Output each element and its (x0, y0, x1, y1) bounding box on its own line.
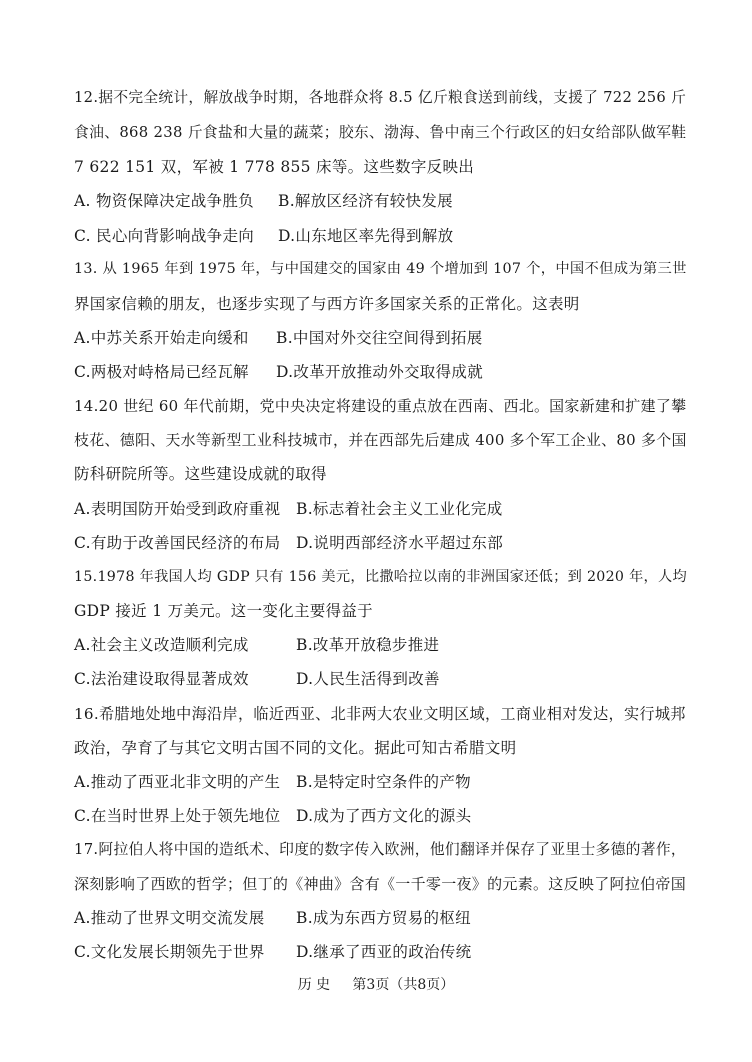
q15-option-c[interactable]: C.法治建设取得显著成效 (74, 670, 249, 688)
q14-option-b[interactable]: B.标志着社会主义工业化完成 (296, 500, 503, 518)
q15-stem-line-2: GDP 接近 1 万美元。这一变化主要得益于 (74, 602, 373, 620)
q16-option-d[interactable]: D.成为了西方文化的源头 (296, 807, 472, 825)
q16-stem-line-2: 政治，孕育了与其它文明古国不同的文化。据此可知古希腊文明 (74, 739, 517, 757)
q13-stem-line-2: 界国家信赖的朋友，也逐步实现了与西方许多国家关系的正常化。这表明 (74, 295, 580, 313)
q17-option-b[interactable]: B.成为东西方贸易的枢纽 (296, 909, 471, 927)
q14-option-c[interactable]: C.有助于改善国民经济的布局 (74, 534, 281, 552)
q17-stem-line-2: 深刻影响了西欧的哲学；但丁的《神曲》含有《一千零一夜》的元素。这反映了阿拉伯帝国 (74, 875, 687, 893)
q13-option-b[interactable]: B.中国对外交往空间得到拓展 (276, 329, 483, 347)
q16-option-a[interactable]: A.推动了西亚北非文明的产生 (74, 773, 281, 791)
q13-option-c[interactable]: C.两极对峙格局已经瓦解 (74, 363, 249, 381)
q16-option-b[interactable]: B.是特定时空条件的产物 (296, 773, 471, 791)
q15-stem-line-1: 15.1978 年我国人均 GDP 只有 156 美元，比撒哈拉以南的非洲国家还低；到 2020 年，人均 (74, 569, 688, 585)
page-footer: 历 史 第3页（共8页） (297, 977, 455, 993)
q14-stem-line-1: 14.20 世纪 60 年代前期，党中央决定将建设的重点放在西南、西北。国家新建和扩建了攀 (74, 397, 687, 415)
q13-option-a[interactable]: A.中苏关系开始走向缓和 (74, 329, 249, 347)
q16-stem-line-1: 16.希腊地处地中海沿岸，临近西亚、北非两大农业文明区域，工商业相对发达，实行城邦 (74, 705, 686, 723)
q14-stem-line-3: 防科研院所等。这些建设成就的取得 (74, 465, 327, 483)
q12-option-d[interactable]: D.山东地区率先得到解放 (278, 227, 454, 245)
q14-stem-line-2: 枝花、德阳、天水等新型工业科技城市，并在西部先后建成 400 多个军工企业、80 多个国 (74, 431, 687, 449)
q13-stem-line-1: 13. 从 1965 年到 1975 年，与中国建交的国家由 49 个增加到 107 个，中国不但成为第三世 (74, 261, 687, 277)
q15-option-a[interactable]: A.社会主义改造顺利完成 (74, 636, 249, 654)
q12-stem-line-1: 12.据不完全统计，解放战争时期，各地群众将 8.5 亿斤粮食送到前线，支援了 722 256 斤 (74, 89, 687, 106)
q13-option-d[interactable]: D.改革开放推动外交取得成就 (276, 363, 484, 381)
q17-stem-line-1: 17.阿拉伯人将中国的造纸术、印度的数字传入欧洲，他们翻译并保存了亚里士多德的著作， (74, 841, 686, 858)
q12-option-b[interactable]: B.解放区经济有较快发展 (278, 192, 453, 210)
q12-option-a[interactable]: A. 物资保障决定战争胜负 (74, 192, 254, 210)
q15-option-d[interactable]: D.人民生活得到改善 (296, 670, 440, 688)
q12-option-c[interactable]: C. 民心向背影响战争走向 (74, 227, 255, 245)
q17-option-c[interactable]: C.文化发展长期领先于世界 (74, 943, 265, 961)
q16-option-c[interactable]: C.在当时世界上处于领先地位 (74, 807, 281, 825)
q17-option-a[interactable]: A.推动了世界文明交流发展 (74, 909, 265, 927)
q17-option-d[interactable]: D.继承了西亚的政治传统 (296, 943, 472, 961)
q12-stem-line-2: 食油、868 238 斤食盐和大量的蔬菜；胶东、渤海、鲁中南三个行政区的妇女给部队做军鞋 (74, 124, 687, 141)
q15-option-b[interactable]: B.改革开放稳步推进 (296, 636, 440, 654)
q12-stem-line-3: 7 622 151 双，军被 1 778 855 床等。这些数字反映出 (74, 158, 475, 176)
q14-option-d[interactable]: D.说明西部经济水平超过东部 (296, 534, 504, 552)
q14-option-a[interactable]: A.表明国防开始受到政府重视 (74, 500, 281, 518)
